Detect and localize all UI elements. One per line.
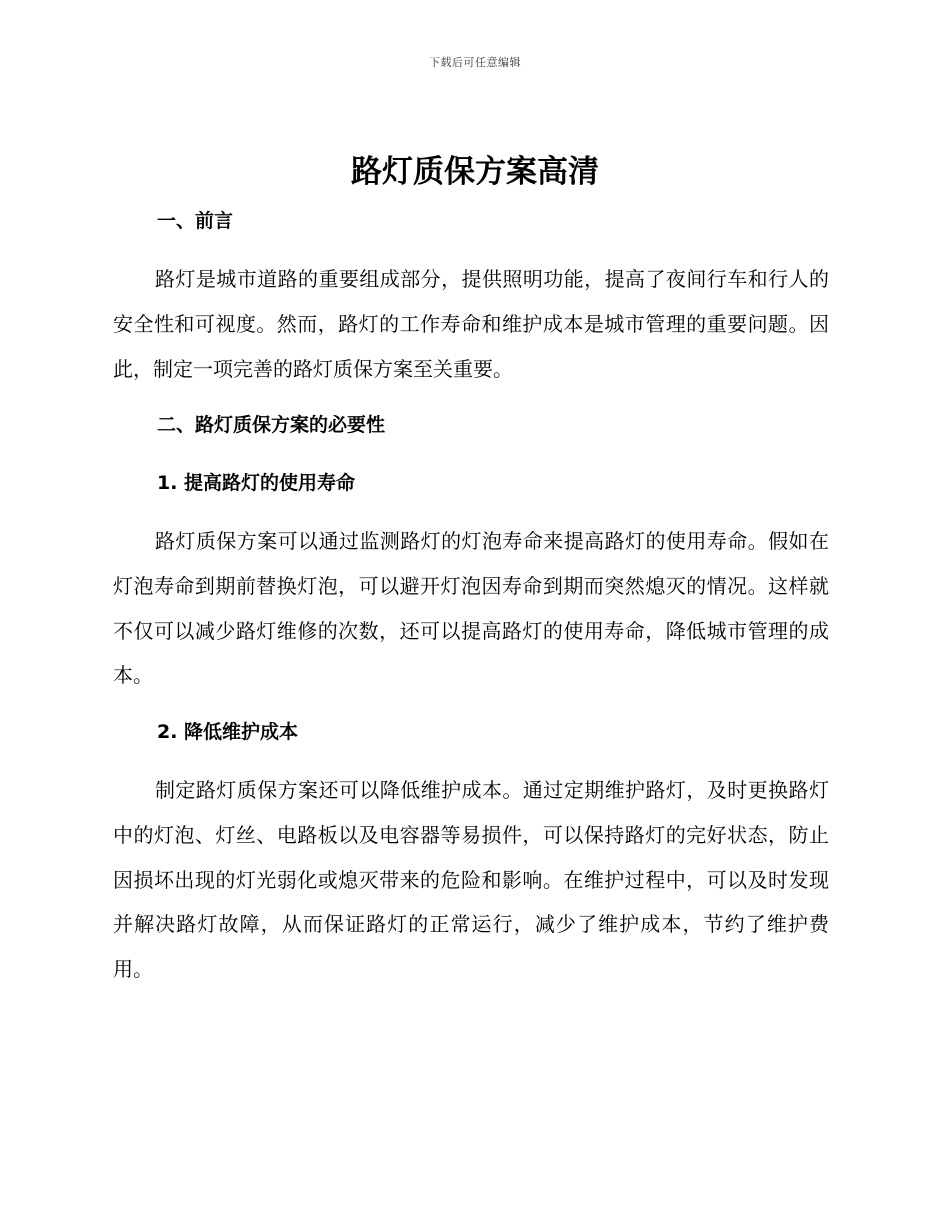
- paragraph-lifespan: 路灯质保方案可以通过监测路灯的灯泡寿命来提高路灯的使用寿命。假如在灯泡寿命到期前替换灯泡，可以避开灯泡因寿命到期而突然熄灭的情况。这样就不仅可以减少路灯维修的次数，还可以提高路灯的使用寿命，降低城市管理的成本。: [113, 529, 829, 688]
- header-note: 下载后可任意编辑: [429, 56, 521, 69]
- paragraph-preface: 路灯是城市道路的重要组成部分，提供照明功能，提高了夜间行车和行人的安全性和可视度。然而，路灯的工作寿命和维护成本是城市管理的重要问题。因此，制定一项完善的路灯质保方案至关重要。: [113, 267, 829, 381]
- section-heading-necessity: 二、路灯质保方案的必要性: [157, 414, 386, 436]
- subsection-heading-lifespan: 1. 提高路灯的使用寿命: [157, 472, 356, 494]
- section-heading-preface: 一、前言: [157, 210, 234, 232]
- document-title: 路灯质保方案高清: [351, 154, 599, 190]
- subsection-heading-cost: 2. 降低维护成本: [157, 721, 299, 743]
- paragraph-cost: 制定路灯质保方案还可以降低维护成本。通过定期维护路灯，及时更换路灯中的灯泡、灯丝、电路板以及电容器等易损件，可以保持路灯的完好状态，防止因损坏出现的灯光弱化或熄灭带来的危险和影响。在维护过程中，可以及时发现并解决路灯故障，从而保证路灯的正常运行，减少了维护成本，节约了维护费用。: [113, 778, 829, 982]
